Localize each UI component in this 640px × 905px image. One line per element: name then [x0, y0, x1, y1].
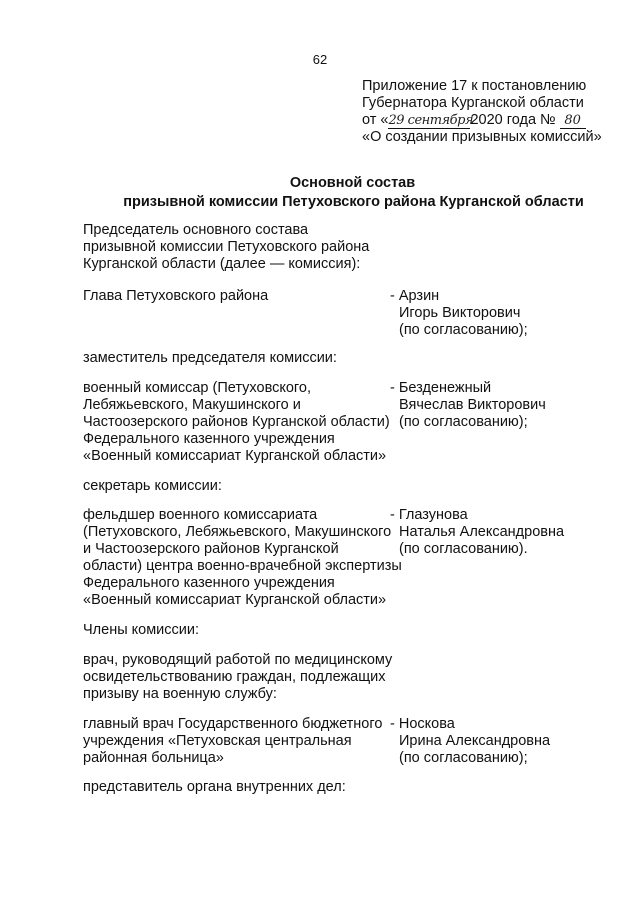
appendix-block	[362, 78, 602, 146]
handwritten-number: 80	[560, 114, 586, 129]
doctor-note: (по согласованию);	[399, 750, 528, 766]
heading-line-2: призывной комиссии Петуховского района Курганской области	[123, 194, 584, 210]
secretary-note: (по согласованию).	[399, 541, 528, 557]
chair-note: (по согласованию);	[399, 322, 528, 338]
deputy-note: (по согласованию);	[399, 414, 528, 430]
intro-line-3: Курганской области (далее — комиссия):	[83, 256, 361, 272]
members-label: Члены комиссии:	[83, 622, 200, 638]
appendix-line-2: Губернатора Курганской области	[362, 95, 584, 111]
handwritten-date: 29 сентября	[388, 113, 473, 128]
secretary-position-line-1: фельдшер военного комиссариата	[83, 507, 318, 523]
secretary-position-line-6: «Военный комиссариат Курганской области»	[83, 592, 387, 608]
secretary-surname: - Глазунова	[390, 507, 468, 523]
appendix-year: 2020 года №	[470, 112, 556, 128]
doctor-position-line-2: учреждения «Петуховская центральная	[83, 733, 352, 749]
doctor-label-line-2: освидетельствованию граждан, подлежащих	[83, 669, 386, 685]
document-heading	[0, 174, 640, 212]
secretary-label: секретарь комиссии:	[83, 478, 222, 494]
doctor-position-line-3: районная больница»	[83, 750, 224, 766]
doctor-given-names: Ирина Александровна	[399, 733, 551, 749]
deputy-surname: - Безденежный	[390, 380, 492, 396]
deputy-position-line-4: Федерального казенного учреждения	[83, 431, 335, 447]
deputy-position-line-1: военный комиссар (Петуховского,	[83, 380, 311, 396]
intro-line-2: призывной комиссии Петуховского района	[83, 239, 370, 255]
chair-surname: - Арзин	[390, 288, 440, 304]
doctor-position-line-1: главный врач Государственного бюджетного	[83, 716, 383, 732]
secretary-position-line-4: области) центра военно-врачебной экспертизы	[83, 558, 402, 574]
appendix-date-prefix: от «	[362, 112, 389, 128]
page-number: 62	[312, 52, 328, 67]
deputy-given-names: Вячеслав Викторович	[399, 397, 546, 413]
chair-position: Глава Петуховского района	[83, 288, 269, 304]
appendix-line-1: Приложение 17 к постановлению	[362, 78, 587, 94]
secretary-position-line-3: и Частоозерского районов Курганской	[83, 541, 339, 557]
doctor-surname: - Носкова	[390, 716, 455, 732]
deputy-position-line-5: «Военный комиссариат Курганской области»	[83, 448, 387, 464]
heading-line-1: Основной состав	[289, 175, 416, 191]
appendix-line-3	[362, 112, 602, 129]
secretary-position-line-5: Федерального казенного учреждения	[83, 575, 335, 591]
doctor-label-line-3: призыву на военную службу:	[83, 686, 277, 702]
secretary-position-line-2: (Петуховского, Лебяжьевского, Макушинского	[83, 524, 392, 540]
secretary-given-names: Наталья Александровна	[399, 524, 565, 540]
doctor-label-line-1: врач, руководящий работой по медицинскому	[83, 652, 393, 668]
police-label: представитель органа внутренних дел:	[83, 779, 346, 795]
deputy-label: заместитель председателя комиссии:	[83, 350, 337, 366]
deputy-position-line-3: Частоозерского районов Курганской области)	[83, 414, 390, 430]
deputy-position-line-2: Лебяжьевского, Макушинского и	[83, 397, 301, 413]
intro-line-1: Председатель основного состава	[83, 222, 309, 238]
appendix-line-4: «О создании призывных комиссий»	[362, 129, 602, 145]
chair-given-names: Игорь Викторович	[399, 305, 521, 321]
